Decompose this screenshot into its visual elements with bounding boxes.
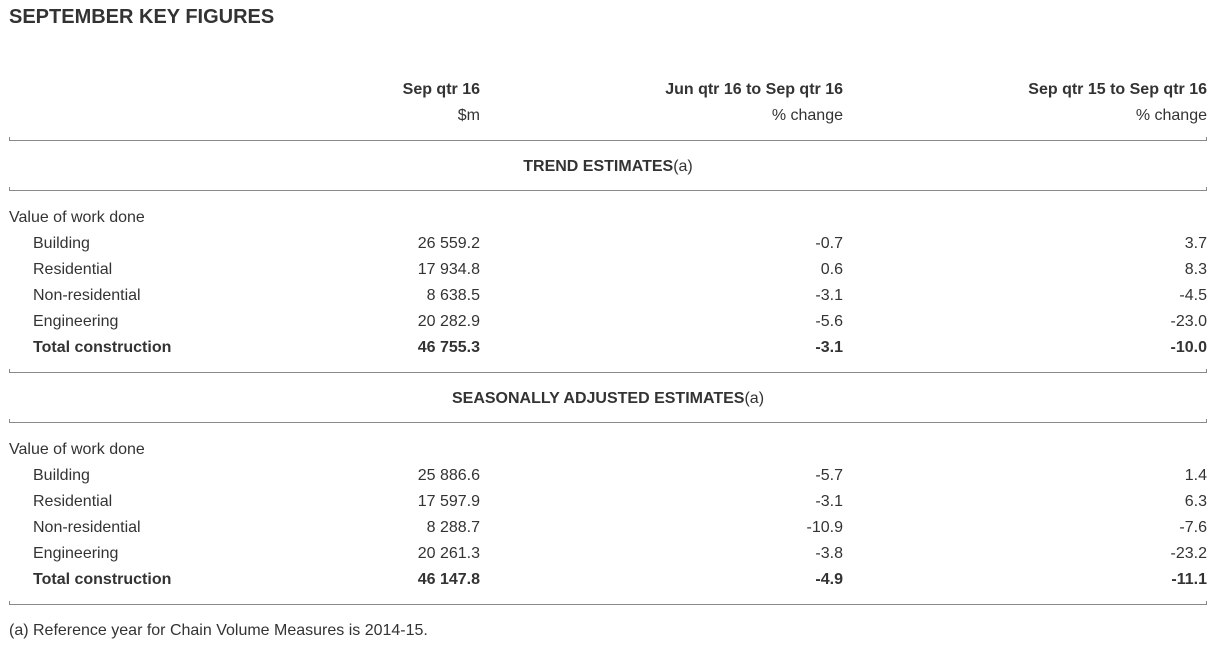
column-unit-annual-change: % change <box>1135 107 1207 124</box>
table-row-total <box>9 567 1207 593</box>
cell-value: 8 638.5 <box>426 287 480 304</box>
table-row <box>9 283 1207 309</box>
column-heading-sep-qtr-16: Sep qtr 16 <box>402 81 480 98</box>
divider <box>9 604 1207 605</box>
cell-value: -5.6 <box>815 313 843 330</box>
column-heading-annual-change: Sep qtr 15 to Sep qtr 16 <box>1028 81 1207 98</box>
cell-value: -11.1 <box>1171 571 1207 588</box>
cell-value: 0.6 <box>820 261 843 278</box>
cell-value: -10.0 <box>1170 339 1207 356</box>
cell-value: -10.9 <box>806 519 843 536</box>
cell-value: 8.3 <box>1184 261 1207 278</box>
table-row <box>9 489 1207 515</box>
table-row <box>9 541 1207 567</box>
cell-value: 26 559.2 <box>417 235 480 252</box>
column-unit-sep-qtr-16: $m <box>457 107 480 124</box>
row-label: Non-residential <box>33 519 141 536</box>
cell-value: -3.1 <box>815 339 843 356</box>
cell-value: -3.8 <box>815 545 843 562</box>
group-label: Value of work done <box>9 441 145 458</box>
cell-value: -3.1 <box>815 493 843 510</box>
cell-value: 46 147.8 <box>417 571 480 588</box>
group-label: Value of work done <box>9 209 145 226</box>
cell-value: -0.7 <box>815 235 843 252</box>
table-row-total <box>9 335 1207 361</box>
cell-value: 3.7 <box>1184 235 1207 252</box>
table-row <box>9 515 1207 541</box>
cell-value: -23.0 <box>1170 313 1207 330</box>
divider <box>9 190 1207 191</box>
cell-value: 17 597.9 <box>417 493 480 510</box>
divider <box>9 140 1207 141</box>
section-title-note: (a) <box>673 158 693 175</box>
divider <box>9 372 1207 373</box>
row-label: Building <box>33 235 90 252</box>
row-label: Residential <box>33 493 113 510</box>
cell-value: 25 886.6 <box>417 467 480 484</box>
cell-value: -23.2 <box>1170 545 1207 562</box>
cell-value: 20 261.3 <box>417 545 480 562</box>
column-unit-quarterly-change: % change <box>771 107 843 124</box>
cell-value: -5.7 <box>815 467 843 484</box>
section-title-trend <box>9 157 1207 177</box>
cell-value: -7.6 <box>1179 519 1207 536</box>
table-row <box>9 257 1207 283</box>
group-label-row <box>9 437 1207 463</box>
row-label: Total construction <box>33 571 172 588</box>
section-title-text: SEASONALLY ADJUSTED ESTIMATES <box>451 390 745 407</box>
section-title-note: (a) <box>744 390 765 407</box>
cell-value: -4.9 <box>815 571 843 588</box>
row-label: Engineering <box>33 313 119 330</box>
divider <box>9 422 1207 423</box>
group-label-row <box>9 205 1207 231</box>
cell-value: 1.4 <box>1184 467 1207 484</box>
row-label: Engineering <box>33 545 119 562</box>
row-label: Non-residential <box>33 287 141 304</box>
cell-value: 46 755.3 <box>417 339 480 356</box>
table-row <box>9 309 1207 335</box>
section-title-text: TREND ESTIMATES <box>523 158 674 175</box>
column-heading-quarterly-change: Jun qtr 16 to Sep qtr 16 <box>665 81 843 98</box>
page-title: SEPTEMBER KEY FIGURES <box>9 6 275 28</box>
cell-value: 6.3 <box>1184 493 1207 510</box>
cell-value: 17 934.8 <box>417 261 480 278</box>
cell-value: -4.5 <box>1179 287 1207 304</box>
footnote: (a) Reference year for Chain Volume Measures is 2014-15. <box>9 622 428 639</box>
cell-value: 20 282.9 <box>417 313 480 330</box>
row-label: Building <box>33 467 90 484</box>
row-label: Total construction <box>33 339 172 356</box>
table-row <box>9 463 1207 489</box>
section-title-seasonally-adjusted <box>9 389 1207 409</box>
cell-value: 8 288.7 <box>426 519 480 536</box>
cell-value: -3.1 <box>815 287 843 304</box>
row-label: Residential <box>33 261 113 278</box>
table-row <box>9 231 1207 257</box>
